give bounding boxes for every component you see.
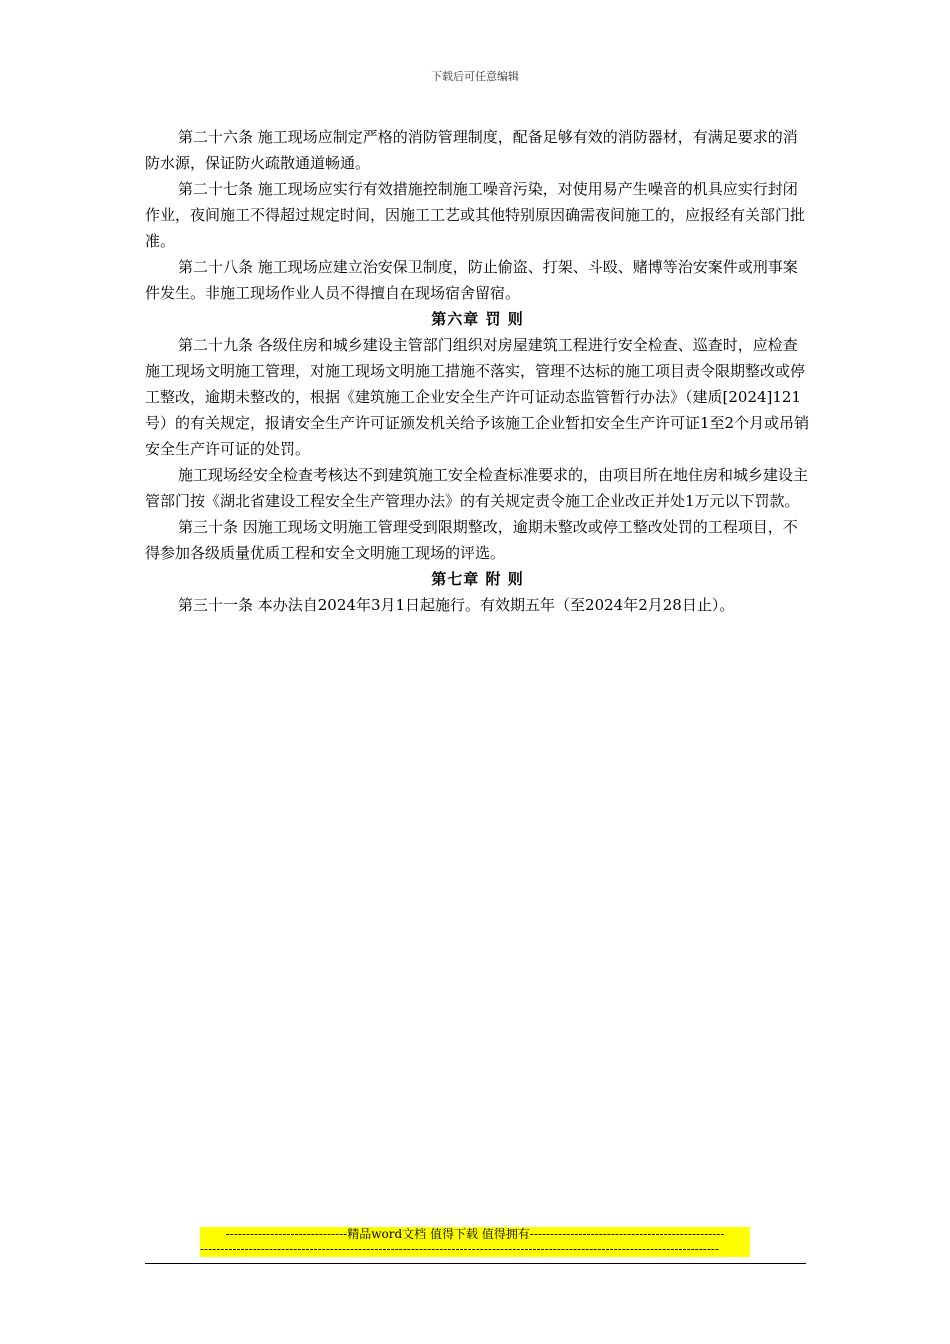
- article-26: 第二十六条 施工现场应制定严格的消防管理制度，配备足够有效的消防器材，有满足要求的消防水源，保证防火疏散通道畅通。: [145, 128, 798, 172]
- chapter-6-heading: 第六章 罚 则: [431, 310, 524, 328]
- footer-banner: [200, 1227, 750, 1257]
- footer-divider: [145, 1263, 806, 1264]
- article-30: 第三十条 因施工现场文明施工管理受到限期整改，逾期未整改或停工整改处罚的工程项目，不得参加各级质量优质工程和安全文明施工现场的评选。: [145, 518, 798, 562]
- document-body: [145, 124, 810, 618]
- article-29: 第二十九条 各级住房和城乡建设主管部门组织对房屋建筑工程进行安全检查、巡查时，应检查施工现场文明施工管理，对施工现场文明施工措施不落实，管理不达标的施工项目责令限期整改或停工整改，逾期未整改的，根据《建筑施工企业安全生产许可证动态监管暂行办法》（建质[2024]121号）的有关规定，报请安全生产许可证颁发机关给予该施工企业暂扣安全生产许可证1至2个月或吊销安全生产许可证的处罚。: [145, 336, 810, 458]
- article-31: 第三十一条 本办法自2024年3月1日起施行。有效期五年（至2024年2月28日止）。: [178, 596, 735, 614]
- footer-banner-line-1: ------------------------------精品word文档 值得下载 值得拥有------------------------------------------------: [225, 1227, 725, 1241]
- chapter-7-heading: 第七章 附 则: [431, 570, 524, 588]
- article-27: 第二十七条 施工现场应实行有效措施控制施工噪音污染，对使用易产生噪音的机具应实行封闭作业，夜间施工不得超过规定时间，因施工工艺或其他特别原因确需夜间施工的，应报经有关部门批准。: [145, 180, 806, 250]
- article-29-paragraph-2: 施工现场经安全检查考核达不到建筑施工安全检查标准要求的，由项目所在地住房和城乡建设主管部门按《湖北省建设工程安全生产管理办法》的有关规定责令施工企业改正并处1万元以下罚款。: [145, 466, 809, 510]
- article-28: 第二十八条 施工现场应建立治安保卫制度，防止偷盗、打架、斗殴、赌博等治安案件或刑事案件发生。非施工现场作业人员不得擅自在现场宿舍留宿。: [145, 258, 798, 302]
- page-header: 下载后可任意编辑: [431, 70, 519, 83]
- footer-banner-line-2: --------------------------------------------------------------------------------------------------------------------------------: [200, 1242, 719, 1256]
